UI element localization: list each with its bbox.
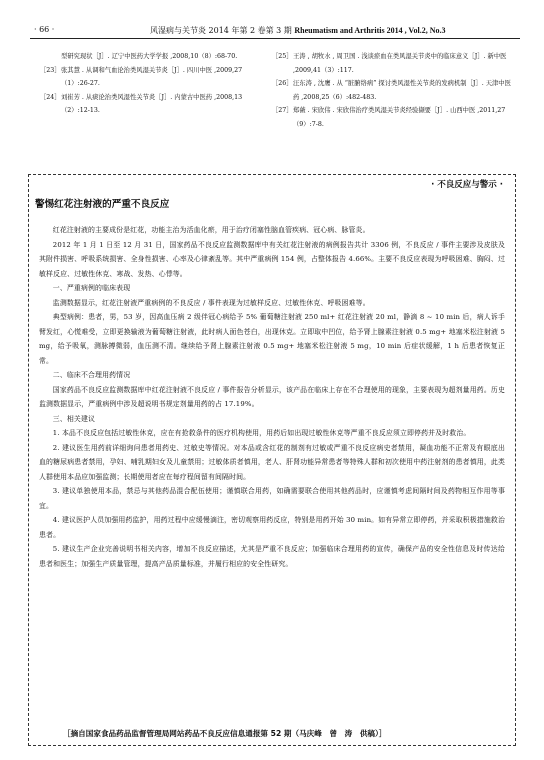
paragraph: 监测数据显示，红花注射液严重病例的不良反应 / 事件表现为过敏样反应、过敏性休克、呼吸困难等。 xyxy=(52,298,370,307)
column-label: · 不良反应与警示 · xyxy=(431,180,503,190)
journal-title xyxy=(150,25,445,36)
reference-item: ［26］ 汪东涛 , 沈鹰 . 从 “脏腑络病” 探讨类风湿性关节炎的发病机制［J］. 天津中医药 ,2008,25（6）:482-483. xyxy=(272,80,511,101)
paragraph: 3. 建议单独使用本品，禁忌与其他药品混合配伍使用；谨慎联合用药，如确需要联合使用其他药品时，应谨慎考虑间隔时间及药物相互作用等事宜。 xyxy=(39,487,505,510)
paragraph: 国家药品不良反应监测数据库中红花注射液不良反应 / 事件报告分析显示，该产品在临床上存在不合理使用的现象，主要表现为超剂量用药。历史监测数据显示，严重病例中涉及超说明书规定剂量用药的占 17.19%。 xyxy=(39,385,505,408)
source-note: ［摘自国家食品药品监督管理局网站药品不良反应信息通报第 52 期（马庆峰 曾 涛 供稿）］ xyxy=(63,729,387,738)
page-number: · 66 · xyxy=(34,25,55,34)
reference-item: ［23］ 张其慧 . 从调和气血论治类风湿关节炎［J］. 四川中医 ,2009,27（1）:26-27. xyxy=(40,66,243,88)
running-header xyxy=(30,24,520,39)
paragraph: 5. 建议生产企业完善说明书相关内容，增加不良反应描述，尤其是严重不良反应；加强临床合理用药的宣传，确保产品的安全性信息及时传达给患者和医生；加强生产质量管理，提高产品质量标准，并履行相应的安全性研究。 xyxy=(39,545,505,568)
notice-box xyxy=(28,174,516,746)
notice-body xyxy=(39,223,505,571)
reference-item: ［24］ 刘崔芳 . 从痰论治类风湿性关节炎［J］. 内蒙古中医药 ,2008,13（2）:12-13. xyxy=(40,93,243,115)
section-heading: 三、相关建议 xyxy=(52,414,96,423)
reference-item: ［27］ 郑薇 . 宋欣伟 . 宋欣伟治疗类风湿关节炎经验撷要［J］. 山西中医 ,2011,27（9）:7-8. xyxy=(272,107,506,128)
paragraph: 4. 建议医护人员加强用药监护，用药过程中应缓慢滴注，密切观察用药反应，特别是用药开始 30 min。如有异常立即停药，并采取积极措施救治患者。 xyxy=(39,516,505,539)
section-heading: 二、临床不合理用药情况 xyxy=(52,371,131,379)
reference-item: 型研究现状［J］. 辽宁中医药大学学报 ,2008,10（8）:68-70. xyxy=(61,53,238,60)
notice-title: 警惕红花注射液的严重不良反应 xyxy=(35,199,170,210)
paragraph: 2. 建议医生用药前详细询问患者用药史、过敏史等情况。对本品或含红花的制剂有过敏或严重不良反应病史者禁用，凝血功能不正常及有眼底出血的糖尿病患者禁用，孕妇、哺乳期妇女及儿童禁用；过敏体质者慎用，老人、肝肾功能异常患者等特殊人群和初次使用中药注射剂的患者慎用，此类人群使用本品应加强监测；长期使用者应在每疗程间留有间隔时间。 xyxy=(39,443,505,481)
reference-item: ［25］ 王涛 , 胡牧水 , 周卫国 . 浅谈瘀血在类风湿关节炎中的临床意义［J］. 新中医 ,2009,41（3）:117. xyxy=(272,53,507,74)
paragraph: 典型病例：患者，男，53 岁，因高血压病 2 级伴冠心病给予 5% 葡萄糖注射液 250 ml+ 红花注射液 20 ml，静滴 8 ~ 10 min 后，病人诉手臂发红，心慌难受，立即更换输液为葡萄糖注射液，此时病人面色苍白，出现休克。立即取中凹位，给予肾上腺素注射液 0.5 mg+ 地塞米松注射液 5 mg，给予吸氧，测脉搏微弱，血压测不清。继续给予肾上腺素注射液 0.5 mg+ 地塞米松注射液 5 mg，10 min 后症状缓解，1 h 后患者恢复正常。 xyxy=(39,313,505,365)
journal-title-cn: 风湿病与关节炎 2014 年第 2 卷第 3 期 xyxy=(150,26,292,35)
section-heading: 一、严重病例的临床表现 xyxy=(52,284,131,292)
journal-title-en: Rheumatism and Arthritis 2014 , Vol.2, No.3 xyxy=(294,26,446,35)
references-right xyxy=(272,50,512,132)
paragraph: 2012 年 1 月 1 日至 12 月 31 日，国家药品不良反应监测数据库中有关红花注射液的病例报告共计 3306 例，不良反应 / 事件主要涉及皮肤及其附件损害、呼吸系统损害、全身性损害、心率及心律紊乱等。其中严重病例 154 例，占整体报告 4.66%。主要不良反应表现为呼吸困难、胸闷、过敏样反应、过敏性休克、寒战、发热、心悸等。 xyxy=(39,240,505,278)
paragraph: 红花注射液的主要成份是红花，功能主治为活血化瘀，用于治疗闭塞性脑血管疾病、冠心病、脉管炎。 xyxy=(52,226,370,234)
paragraph: 1. 本品不良反应包括过敏性休克，应在有抢救条件的医疗机构使用，用药后如出现过敏性休克等严重不良反应须立即停药并及时救治。 xyxy=(52,429,471,437)
references-left xyxy=(40,50,265,118)
